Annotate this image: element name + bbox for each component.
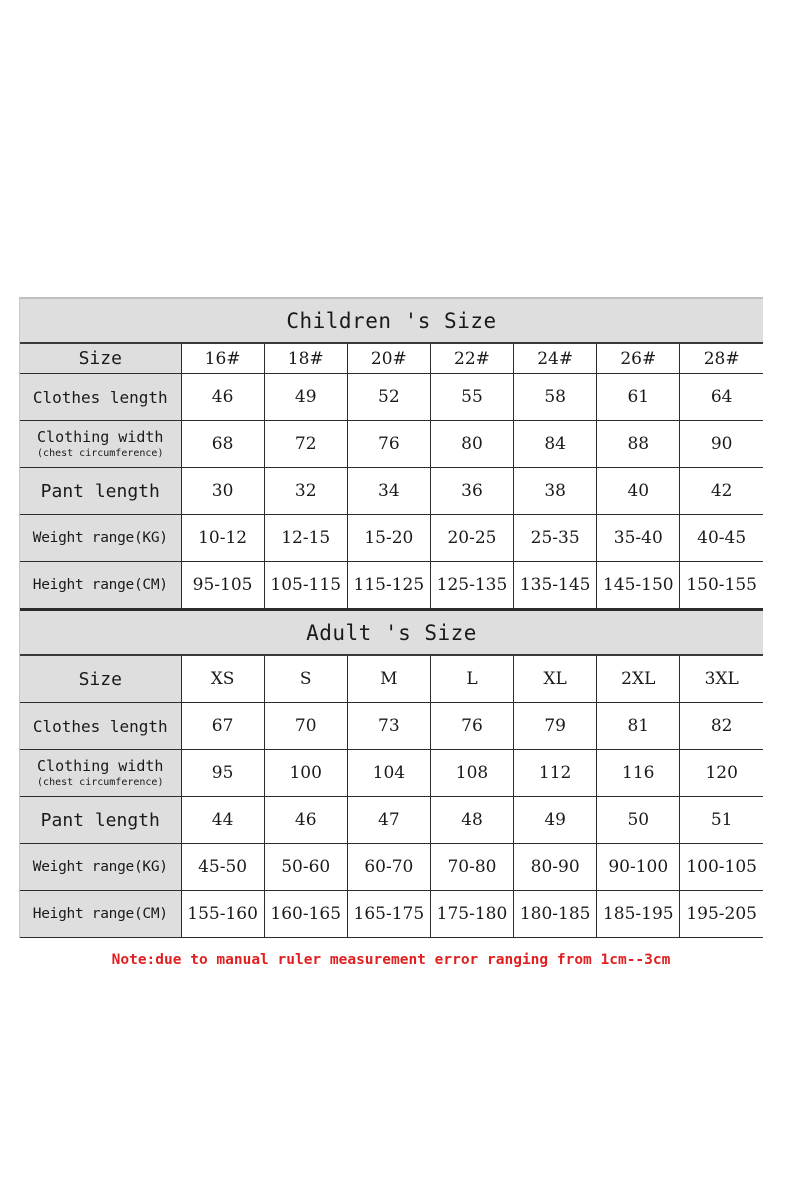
value-cell: 15-20 [347,515,430,562]
value-cell: 104 [347,750,430,797]
children-size-row [20,344,763,374]
size-cell: 28# [680,344,763,374]
value-cell: 76 [347,421,430,468]
value-cell: 60-70 [347,844,430,891]
size-cell: XL [514,656,597,703]
row-label-sub: (chest circumference) [37,777,164,788]
adult-pant-length-row [20,797,763,844]
value-cell: 40-45 [680,515,763,562]
size-chart [19,297,763,938]
children-height-range-row [20,562,763,609]
row-label: Pant length [20,468,181,515]
value-cell: 38 [514,468,597,515]
value-cell: 76 [430,703,513,750]
value-cell: 120 [680,750,763,797]
value-cell: 35-40 [597,515,680,562]
row-label: Clothes length [20,374,181,421]
value-cell: 180-185 [514,891,597,938]
children-size-title: Children 's Size [20,297,763,344]
value-cell: 51 [680,797,763,844]
value-cell: 45-50 [181,844,264,891]
value-cell: 80 [430,421,513,468]
value-cell: 150-155 [680,562,763,609]
size-cell: 24# [514,344,597,374]
value-cell: 67 [181,703,264,750]
size-cell: XS [181,656,264,703]
children-pant-length-row [20,468,763,515]
value-cell: 70 [264,703,347,750]
value-cell: 185-195 [597,891,680,938]
size-cell: 18# [264,344,347,374]
size-cell: M [347,656,430,703]
value-cell: 61 [597,374,680,421]
value-cell: 90-100 [597,844,680,891]
measurement-note: Note:due to manual ruler measurement error ranging from 1cm--3cm [111,952,671,968]
value-cell: 195-205 [680,891,763,938]
value-cell: 49 [264,374,347,421]
value-cell: 72 [264,421,347,468]
row-label-sub: (chest circumference) [37,448,164,459]
value-cell: 49 [514,797,597,844]
value-cell: 80-90 [514,844,597,891]
children-clothing-width-row [20,421,763,468]
value-cell: 40 [597,468,680,515]
size-cell: 26# [597,344,680,374]
row-label: Weight range(KG) [20,515,181,562]
value-cell: 48 [430,797,513,844]
value-cell: 55 [430,374,513,421]
value-cell: 58 [514,374,597,421]
value-cell: 52 [347,374,430,421]
value-cell: 32 [264,468,347,515]
row-label-main: Clothing width [37,757,164,775]
value-cell: 44 [181,797,264,844]
value-cell: 70-80 [430,844,513,891]
value-cell: 64 [680,374,763,421]
size-cell: S [264,656,347,703]
value-cell: 36 [430,468,513,515]
adult-size-title: Adult 's Size [20,609,763,656]
value-cell: 155-160 [181,891,264,938]
value-cell: 95 [181,750,264,797]
value-cell: 50-60 [264,844,347,891]
value-cell: 46 [181,374,264,421]
adult-clothes-length-row [20,703,763,750]
value-cell: 68 [181,421,264,468]
value-cell: 34 [347,468,430,515]
adult-weight-range-row [20,844,763,891]
adult-size-table [20,656,763,938]
value-cell: 50 [597,797,680,844]
row-label: Clothes length [20,703,181,750]
value-cell: 25-35 [514,515,597,562]
value-cell: 90 [680,421,763,468]
row-label: Weight range(KG) [20,844,181,891]
value-cell: 42 [680,468,763,515]
value-cell: 160-165 [264,891,347,938]
size-cell: 3XL [680,656,763,703]
value-cell: 30 [181,468,264,515]
row-label [20,750,181,797]
size-cell: 2XL [597,656,680,703]
value-cell: 135-145 [514,562,597,609]
value-cell: 108 [430,750,513,797]
value-cell: 115-125 [347,562,430,609]
value-cell: 47 [347,797,430,844]
value-cell: 81 [597,703,680,750]
value-cell: 116 [597,750,680,797]
size-cell: 16# [181,344,264,374]
value-cell: 125-135 [430,562,513,609]
adult-size-row [20,656,763,703]
size-cell: L [430,656,513,703]
value-cell: 112 [514,750,597,797]
value-cell: 12-15 [264,515,347,562]
adult-clothing-width-row [20,750,763,797]
size-cell: 22# [430,344,513,374]
value-cell: 105-115 [264,562,347,609]
value-cell: 100-105 [680,844,763,891]
row-label: Height range(CM) [20,562,181,609]
value-cell: 95-105 [181,562,264,609]
children-size-table [20,344,763,609]
size-cell: 20# [347,344,430,374]
value-cell: 88 [597,421,680,468]
value-cell: 79 [514,703,597,750]
size-label: Size [20,656,181,703]
row-label: Pant length [20,797,181,844]
value-cell: 175-180 [430,891,513,938]
value-cell: 84 [514,421,597,468]
value-cell: 82 [680,703,763,750]
value-cell: 73 [347,703,430,750]
size-label: Size [20,344,181,374]
value-cell: 165-175 [347,891,430,938]
adult-height-range-row [20,891,763,938]
value-cell: 10-12 [181,515,264,562]
value-cell: 46 [264,797,347,844]
children-clothes-length-row [20,374,763,421]
row-label [20,421,181,468]
value-cell: 20-25 [430,515,513,562]
value-cell: 145-150 [597,562,680,609]
row-label-main: Clothing width [37,428,164,446]
row-label: Height range(CM) [20,891,181,938]
children-weight-range-row [20,515,763,562]
value-cell: 100 [264,750,347,797]
